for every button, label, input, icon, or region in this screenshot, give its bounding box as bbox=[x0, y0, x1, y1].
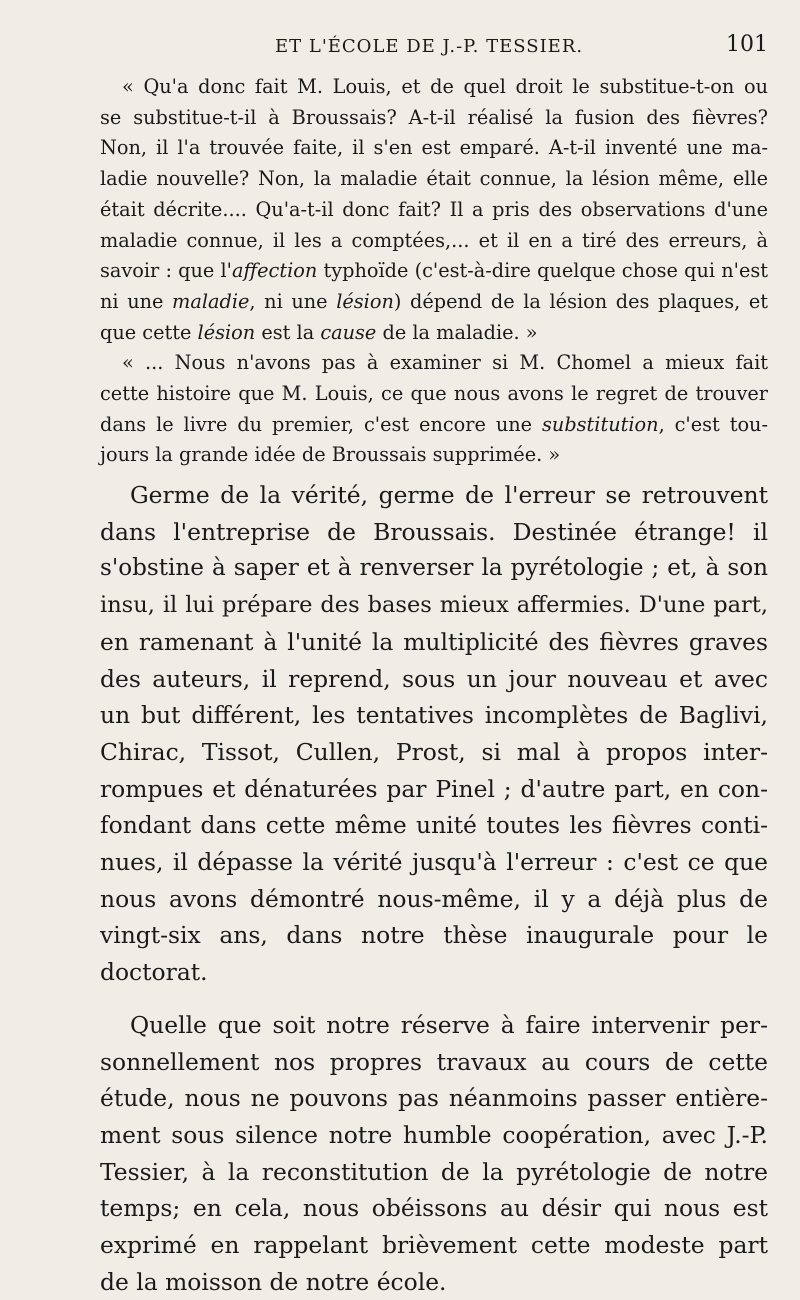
body-line: insu, il lui prépare des bases mieux affermies. D'une part, bbox=[100, 592, 768, 619]
body-line: un but différent, les tentatives incomplètes de Baglivi, bbox=[100, 701, 768, 730]
body-line: doctorat. bbox=[100, 958, 208, 987]
body-line: sonnellement nos propres travaux au cours de cette bbox=[100, 1047, 768, 1076]
text-run: est la bbox=[255, 320, 321, 344]
running-title: ET L'ÉCOLE DE J.-P. TESSIER. bbox=[275, 36, 584, 57]
text-run: , c'est tou- bbox=[658, 412, 768, 436]
quote-line: ladie nouvelle? Non, la maladie était connue, la lésion même, elle bbox=[100, 167, 768, 191]
body-line: rompues et dénaturées par Pinel ; d'autre part, en con- bbox=[100, 774, 768, 803]
italic-term: cause bbox=[320, 320, 377, 344]
body-line: étude, nous ne pouvons pas néanmoins passer entière- bbox=[100, 1084, 768, 1113]
text-run: ) dépend de la lésion des plaques, et bbox=[393, 289, 768, 313]
body-paragraph bbox=[100, 477, 768, 991]
text-run: dans le livre du premier, c'est encore une bbox=[100, 412, 542, 436]
body-line: Quelle que soit notre réserve à faire intervenir per- bbox=[130, 1010, 768, 1039]
body-line: exprimé en rappelant brièvement cette modeste part bbox=[100, 1231, 768, 1260]
page-number: 101 bbox=[726, 32, 768, 57]
quote-line bbox=[100, 318, 768, 349]
body-line: vingt-six ans, dans notre thèse inaugurale pour le bbox=[100, 921, 768, 950]
body-line: nous avons démontré nous-même, il y a déjà plus de bbox=[100, 884, 768, 913]
quote-line: était décrite.... Qu'a-t-il donc fait? Il a pris des observations d'une bbox=[100, 197, 768, 221]
quote-line: se substitue-t-il à Broussais? A-t-il réalisé la fusion des fièvres? bbox=[100, 105, 768, 129]
text-run: savoir : que l' bbox=[100, 259, 232, 283]
italic-term: lésion bbox=[336, 289, 394, 313]
quote-line: Non, il l'a trouvée faite, il s'en est emparé. A-t-il inventé une ma- bbox=[100, 136, 768, 160]
body-line: Chirac, Tissot, Cullen, Prost, si mal à propos inter- bbox=[100, 737, 768, 766]
text-run: typhoïde (c'est-à-dire quelque chose qui n'est bbox=[317, 259, 768, 283]
italic-term: substitution bbox=[542, 412, 659, 436]
italic-term: lésion bbox=[197, 320, 256, 344]
body-line: nues, il dépasse la vérité jusqu'à l'erreur : c'est ce que bbox=[100, 848, 768, 877]
body-line: s'obstine à saper et à renverser la pyrétologie ; et, à son bbox=[100, 555, 768, 582]
body-text bbox=[100, 477, 768, 1300]
body-line: Tessier, à la reconstitution de la pyrétologie de notre bbox=[100, 1157, 768, 1186]
italic-term: affection bbox=[231, 259, 318, 283]
body-line: des auteurs, il reprend, sous un jour nouveau et avec bbox=[100, 664, 768, 693]
quote-line: « Qu'a donc fait M. Louis, et de quel droit le substitue-t-on ou bbox=[122, 75, 768, 98]
text-run: , ni une bbox=[249, 289, 337, 313]
body-line: dans l'entreprise de Broussais. Destinée étrange! il bbox=[100, 517, 768, 546]
body-line: ment sous silence notre humble coopération, avec J.-P. bbox=[100, 1120, 768, 1149]
quote-line: cette histoire que M. Louis, ce que nous avons le regret de trouver bbox=[100, 382, 768, 406]
italic-term: maladie bbox=[172, 289, 250, 313]
quotation-block bbox=[100, 72, 768, 471]
text-run: que cette bbox=[100, 320, 198, 344]
quote-line bbox=[100, 287, 768, 318]
quote-line bbox=[100, 256, 768, 287]
text-run: de la maladie. » bbox=[376, 320, 538, 344]
text-run: ni une bbox=[100, 289, 173, 313]
body-line: temps; en cela, nous obéissons au désir qui nous est bbox=[100, 1194, 768, 1223]
body-line: Germe de la vérité, germe de l'erreur se retrouvent bbox=[130, 481, 768, 509]
body-line: en ramenant à l'unité la multiplicité des fièvres graves bbox=[100, 627, 768, 656]
body-line: de la moisson de notre école. bbox=[100, 1267, 447, 1296]
page-header bbox=[100, 30, 768, 64]
body-paragraph bbox=[100, 1007, 768, 1300]
quote-line: maladie connue, il les a comptées,... et il en a tiré des erreurs, à bbox=[100, 228, 768, 252]
quote-line: jours la grande idée de Broussais supprimée. » bbox=[100, 443, 561, 467]
body-line: fondant dans cette même unité toutes les fièvres conti- bbox=[100, 811, 768, 840]
quote-line: « ... Nous n'avons pas à examiner si M. Chomel a mieux fait bbox=[122, 351, 768, 375]
quote-line bbox=[100, 410, 768, 441]
